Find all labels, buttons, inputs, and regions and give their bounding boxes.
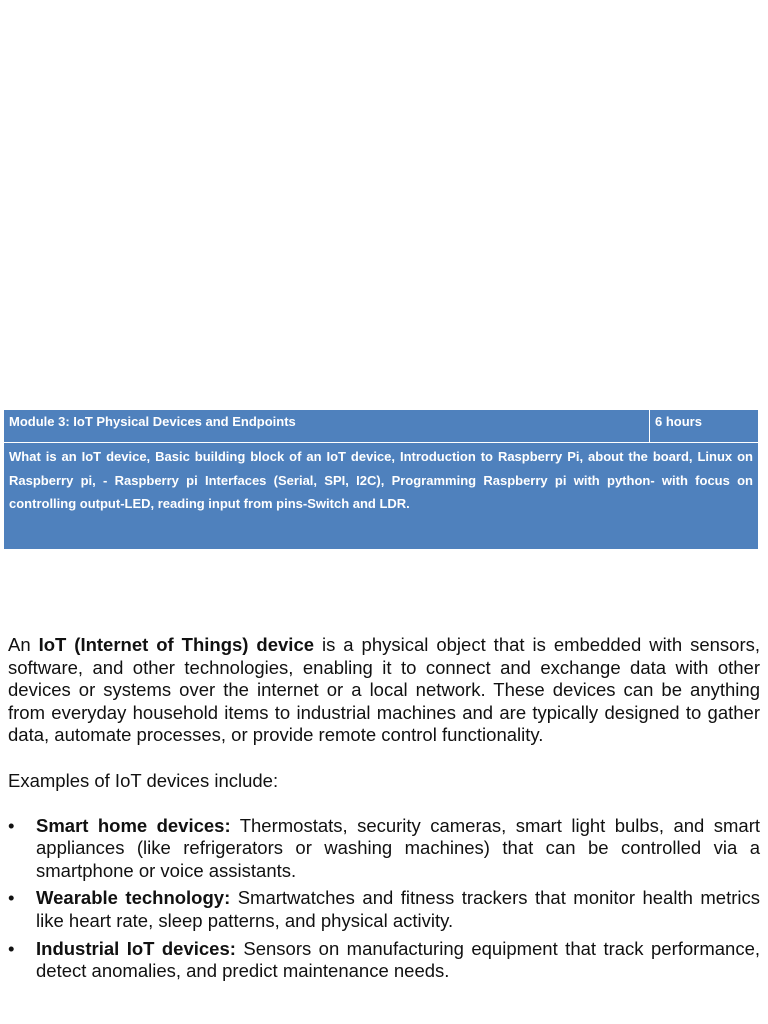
examples-heading: Examples of IoT devices include: xyxy=(8,769,279,791)
examples-list xyxy=(8,815,760,983)
intro-term: IoT (Internet of Things) device xyxy=(38,634,315,655)
list-item xyxy=(8,938,760,983)
bullet-icon: • xyxy=(8,887,15,909)
example-text: Sensors on manufacturing equipment that track performance, detect anomalies, and predict maintenance needs. xyxy=(36,937,760,982)
intro-paragraph xyxy=(8,634,760,747)
bullet-icon: • xyxy=(8,814,15,836)
module-table xyxy=(3,409,759,550)
example-term: Wearable technology: xyxy=(36,887,231,909)
intro-prefix: An xyxy=(8,634,39,655)
module-hours: 6 hours xyxy=(650,410,759,443)
example-text: Thermostats, security cameras, smart light bulbs, and smart appliances (like refrigerators or washing machines) that can be controlled via a smartphone or voice assistants. xyxy=(36,814,760,881)
example-text: Smartwatches and fitness trackers that monitor health metrics like heart rate, sleep patterns, and physical activity. xyxy=(36,887,760,931)
list-item xyxy=(8,815,760,883)
example-term: Smart home devices: xyxy=(36,814,231,836)
module-description: What is an IoT device, Basic building block of an IoT device, Introduction to Raspberry Pi, about the board, Linux on Raspberry pi, - Raspberry pi Interfaces (Serial, SPI, I2C), Programming Raspberry pi with python- with focus on controlling output-LED, reading input from pins-Switch and LDR. xyxy=(4,443,759,550)
list-item xyxy=(8,887,760,932)
module-description-row xyxy=(4,443,759,550)
intro-text: is a physical object that is embedded with sensors, software, and other technologies, enabling it to connect and exchange data with other devices or systems over the internet or a local network. These devices can be anything from everyday household items to industrial machines and are typically designed to gather data, automate processes, or provide remote control functionality. xyxy=(8,634,760,746)
example-term: Industrial IoT devices: xyxy=(36,937,236,959)
module-header-row xyxy=(4,410,759,443)
bullet-icon: • xyxy=(8,937,15,959)
module-title: Module 3: IoT Physical Devices and Endpoints xyxy=(4,410,650,443)
document-body xyxy=(8,634,760,988)
